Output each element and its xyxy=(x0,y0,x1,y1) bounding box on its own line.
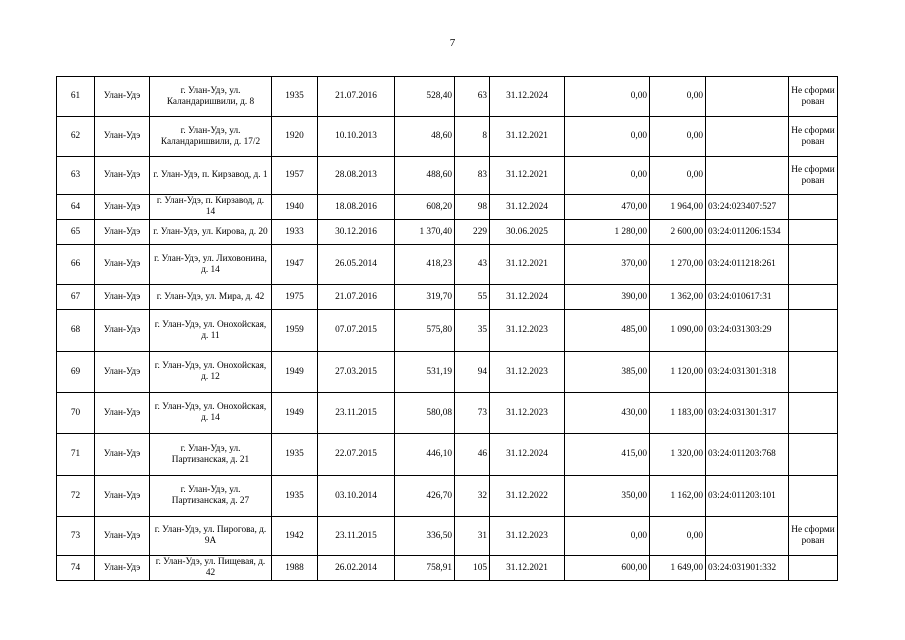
residents-cell: 63 xyxy=(455,77,490,117)
relocation-deadline-cell: 31.12.2021 xyxy=(490,157,565,195)
area-cell: 48,60 xyxy=(395,117,455,157)
address-cell: г. Улан-Удэ, ул. Онохойская, д. 12 xyxy=(150,352,272,393)
build-year-cell: 1949 xyxy=(272,393,318,434)
note-cell: Не сформирован xyxy=(789,157,838,195)
residents-cell: 98 xyxy=(455,195,490,220)
value-1-cell: 0,00 xyxy=(565,157,650,195)
value-2-cell: 1 649,00 xyxy=(650,556,706,581)
cadastral-number-cell: 03:24:031303:29 xyxy=(706,310,789,352)
table-row xyxy=(57,117,838,157)
relocation-deadline-cell: 31.12.2021 xyxy=(490,117,565,157)
value-1-cell: 600,00 xyxy=(565,556,650,581)
recognition-date-cell: 03.10.2014 xyxy=(318,476,395,517)
recognition-date-cell: 26.05.2014 xyxy=(318,245,395,285)
relocation-deadline-cell: 31.12.2022 xyxy=(490,476,565,517)
city-cell: Улан-Удэ xyxy=(95,393,150,434)
cadastral-number-cell: 03:24:031901:332 xyxy=(706,556,789,581)
relocation-deadline-cell: 31.12.2023 xyxy=(490,310,565,352)
city-cell: Улан-Удэ xyxy=(95,195,150,220)
value-2-cell: 1 162,00 xyxy=(650,476,706,517)
note-cell xyxy=(789,220,838,245)
note-cell xyxy=(789,310,838,352)
table-row xyxy=(57,157,838,195)
build-year-cell: 1920 xyxy=(272,117,318,157)
recognition-date-cell: 18.08.2016 xyxy=(318,195,395,220)
build-year-cell: 1940 xyxy=(272,195,318,220)
relocation-deadline-cell: 30.06.2025 xyxy=(490,220,565,245)
recognition-date-cell: 30.12.2016 xyxy=(318,220,395,245)
area-cell: 418,23 xyxy=(395,245,455,285)
residents-cell: 73 xyxy=(455,393,490,434)
area-cell: 488,60 xyxy=(395,157,455,195)
recognition-date-cell: 23.11.2015 xyxy=(318,393,395,434)
row-number-cell: 64 xyxy=(57,195,95,220)
value-2-cell: 1 120,00 xyxy=(650,352,706,393)
row-number-cell: 70 xyxy=(57,393,95,434)
residents-cell: 43 xyxy=(455,245,490,285)
recognition-date-cell: 22.07.2015 xyxy=(318,434,395,476)
value-1-cell: 385,00 xyxy=(565,352,650,393)
address-cell: г. Улан-Удэ, ул. Каландаришвили, д. 8 xyxy=(150,77,272,117)
build-year-cell: 1957 xyxy=(272,157,318,195)
note-cell xyxy=(789,556,838,581)
value-1-cell: 370,00 xyxy=(565,245,650,285)
city-cell: Улан-Удэ xyxy=(95,285,150,310)
table-row xyxy=(57,476,838,517)
value-1-cell: 0,00 xyxy=(565,517,650,556)
relocation-deadline-cell: 31.12.2023 xyxy=(490,393,565,434)
value-2-cell: 0,00 xyxy=(650,117,706,157)
note-cell: Не сформирован xyxy=(789,77,838,117)
address-cell: г. Улан-Удэ, ул. Лиховонина, д. 14 xyxy=(150,245,272,285)
cadastral-number-cell: 03:24:031301:318 xyxy=(706,352,789,393)
table-row xyxy=(57,285,838,310)
address-cell: г. Улан-Удэ, п. Кирзавод, д. 1 xyxy=(150,157,272,195)
build-year-cell: 1942 xyxy=(272,517,318,556)
address-cell: г. Улан-Удэ, ул. Пищевая, д. 42 xyxy=(150,556,272,581)
row-number-cell: 61 xyxy=(57,77,95,117)
build-year-cell: 1935 xyxy=(272,476,318,517)
relocation-deadline-cell: 31.12.2023 xyxy=(490,517,565,556)
build-year-cell: 1947 xyxy=(272,245,318,285)
recognition-date-cell: 10.10.2013 xyxy=(318,117,395,157)
value-2-cell: 0,00 xyxy=(650,517,706,556)
address-cell: г. Улан-Удэ, ул. Мира, д. 42 xyxy=(150,285,272,310)
relocation-deadline-cell: 31.12.2021 xyxy=(490,245,565,285)
cadastral-number-cell: 03:24:011206:1534 xyxy=(706,220,789,245)
city-cell: Улан-Удэ xyxy=(95,476,150,517)
cadastral-number-cell: 03:24:011218:261 xyxy=(706,245,789,285)
area-cell: 531,19 xyxy=(395,352,455,393)
value-2-cell: 1 362,00 xyxy=(650,285,706,310)
note-cell xyxy=(789,393,838,434)
residents-cell: 55 xyxy=(455,285,490,310)
cadastral-number-cell xyxy=(706,157,789,195)
table-body xyxy=(57,77,838,581)
area-cell: 528,40 xyxy=(395,77,455,117)
value-2-cell: 1 090,00 xyxy=(650,310,706,352)
address-cell: г. Улан-Удэ, ул. Онохойская, д. 14 xyxy=(150,393,272,434)
address-cell: г. Улан-Удэ, п. Кирзавод, д. 14 xyxy=(150,195,272,220)
recognition-date-cell: 21.07.2016 xyxy=(318,285,395,310)
value-1-cell: 485,00 xyxy=(565,310,650,352)
row-number-cell: 74 xyxy=(57,556,95,581)
recognition-date-cell: 28.08.2013 xyxy=(318,157,395,195)
build-year-cell: 1959 xyxy=(272,310,318,352)
city-cell: Улан-Удэ xyxy=(95,77,150,117)
row-number-cell: 66 xyxy=(57,245,95,285)
city-cell: Улан-Удэ xyxy=(95,434,150,476)
note-cell xyxy=(789,434,838,476)
value-2-cell: 1 964,00 xyxy=(650,195,706,220)
table-row xyxy=(57,352,838,393)
area-cell: 336,50 xyxy=(395,517,455,556)
build-year-cell: 1949 xyxy=(272,352,318,393)
value-1-cell: 0,00 xyxy=(565,77,650,117)
residents-cell: 229 xyxy=(455,220,490,245)
recognition-date-cell: 07.07.2015 xyxy=(318,310,395,352)
build-year-cell: 1975 xyxy=(272,285,318,310)
relocation-deadline-cell: 31.12.2021 xyxy=(490,556,565,581)
value-2-cell: 0,00 xyxy=(650,157,706,195)
row-number-cell: 63 xyxy=(57,157,95,195)
cadastral-number-cell: 03:24:023407:527 xyxy=(706,195,789,220)
address-cell: г. Улан-Удэ, ул. Каландаришвили, д. 17/2 xyxy=(150,117,272,157)
housing-registry-table xyxy=(56,76,838,581)
address-cell: г. Улан-Удэ, ул. Онохойская, д. 11 xyxy=(150,310,272,352)
table-row xyxy=(57,220,838,245)
city-cell: Улан-Удэ xyxy=(95,157,150,195)
row-number-cell: 62 xyxy=(57,117,95,157)
note-cell xyxy=(789,476,838,517)
table-row xyxy=(57,310,838,352)
row-number-cell: 72 xyxy=(57,476,95,517)
cadastral-number-cell xyxy=(706,117,789,157)
area-cell: 608,20 xyxy=(395,195,455,220)
recognition-date-cell: 21.07.2016 xyxy=(318,77,395,117)
value-1-cell: 350,00 xyxy=(565,476,650,517)
table-row xyxy=(57,517,838,556)
build-year-cell: 1935 xyxy=(272,434,318,476)
area-cell: 426,70 xyxy=(395,476,455,517)
address-cell: г. Улан-Удэ, ул. Партизанская, д. 21 xyxy=(150,434,272,476)
build-year-cell: 1988 xyxy=(272,556,318,581)
cadastral-number-cell: 03:24:011203:768 xyxy=(706,434,789,476)
row-number-cell: 68 xyxy=(57,310,95,352)
table-row xyxy=(57,434,838,476)
cadastral-number-cell xyxy=(706,517,789,556)
row-number-cell: 73 xyxy=(57,517,95,556)
address-cell: г. Улан-Удэ, ул. Пирогова, д. 9А xyxy=(150,517,272,556)
table-row xyxy=(57,556,838,581)
build-year-cell: 1935 xyxy=(272,77,318,117)
residents-cell: 46 xyxy=(455,434,490,476)
page-number: 7 xyxy=(449,37,456,49)
note-cell: Не сформирован xyxy=(789,117,838,157)
address-cell: г. Улан-Удэ, ул. Кирова, д. 20 xyxy=(150,220,272,245)
value-1-cell: 430,00 xyxy=(565,393,650,434)
city-cell: Улан-Удэ xyxy=(95,517,150,556)
city-cell: Улан-Удэ xyxy=(95,556,150,581)
row-number-cell: 65 xyxy=(57,220,95,245)
value-2-cell: 1 320,00 xyxy=(650,434,706,476)
value-2-cell: 1 270,00 xyxy=(650,245,706,285)
residents-cell: 94 xyxy=(455,352,490,393)
note-cell xyxy=(789,245,838,285)
value-1-cell: 1 280,00 xyxy=(565,220,650,245)
relocation-deadline-cell: 31.12.2024 xyxy=(490,285,565,310)
city-cell: Улан-Удэ xyxy=(95,245,150,285)
table-row xyxy=(57,245,838,285)
row-number-cell: 67 xyxy=(57,285,95,310)
area-cell: 319,70 xyxy=(395,285,455,310)
value-2-cell: 2 600,00 xyxy=(650,220,706,245)
row-number-cell: 71 xyxy=(57,434,95,476)
relocation-deadline-cell: 31.12.2024 xyxy=(490,195,565,220)
city-cell: Улан-Удэ xyxy=(95,310,150,352)
relocation-deadline-cell: 31.12.2024 xyxy=(490,77,565,117)
table-row xyxy=(57,195,838,220)
area-cell: 758,91 xyxy=(395,556,455,581)
city-cell: Улан-Удэ xyxy=(95,220,150,245)
residents-cell: 8 xyxy=(455,117,490,157)
area-cell: 446,10 xyxy=(395,434,455,476)
city-cell: Улан-Удэ xyxy=(95,117,150,157)
table-row xyxy=(57,393,838,434)
value-1-cell: 390,00 xyxy=(565,285,650,310)
note-cell: Не сформирован xyxy=(789,517,838,556)
row-number-cell: 69 xyxy=(57,352,95,393)
residents-cell: 105 xyxy=(455,556,490,581)
cadastral-number-cell xyxy=(706,77,789,117)
residents-cell: 83 xyxy=(455,157,490,195)
table-row xyxy=(57,77,838,117)
cadastral-number-cell: 03:24:010617:31 xyxy=(706,285,789,310)
value-2-cell: 0,00 xyxy=(650,77,706,117)
build-year-cell: 1933 xyxy=(272,220,318,245)
value-1-cell: 0,00 xyxy=(565,117,650,157)
address-cell: г. Улан-Удэ, ул. Партизанская, д. 27 xyxy=(150,476,272,517)
area-cell: 1 370,40 xyxy=(395,220,455,245)
area-cell: 580,08 xyxy=(395,393,455,434)
recognition-date-cell: 27.03.2015 xyxy=(318,352,395,393)
note-cell xyxy=(789,195,838,220)
relocation-deadline-cell: 31.12.2023 xyxy=(490,352,565,393)
note-cell xyxy=(789,285,838,310)
residents-cell: 35 xyxy=(455,310,490,352)
recognition-date-cell: 23.11.2015 xyxy=(318,517,395,556)
cadastral-number-cell: 03:24:031301:317 xyxy=(706,393,789,434)
area-cell: 575,80 xyxy=(395,310,455,352)
residents-cell: 32 xyxy=(455,476,490,517)
city-cell: Улан-Удэ xyxy=(95,352,150,393)
residents-cell: 31 xyxy=(455,517,490,556)
cadastral-number-cell: 03:24:011203:101 xyxy=(706,476,789,517)
recognition-date-cell: 26.02.2014 xyxy=(318,556,395,581)
value-2-cell: 1 183,00 xyxy=(650,393,706,434)
relocation-deadline-cell: 31.12.2024 xyxy=(490,434,565,476)
note-cell xyxy=(789,352,838,393)
value-1-cell: 470,00 xyxy=(565,195,650,220)
value-1-cell: 415,00 xyxy=(565,434,650,476)
